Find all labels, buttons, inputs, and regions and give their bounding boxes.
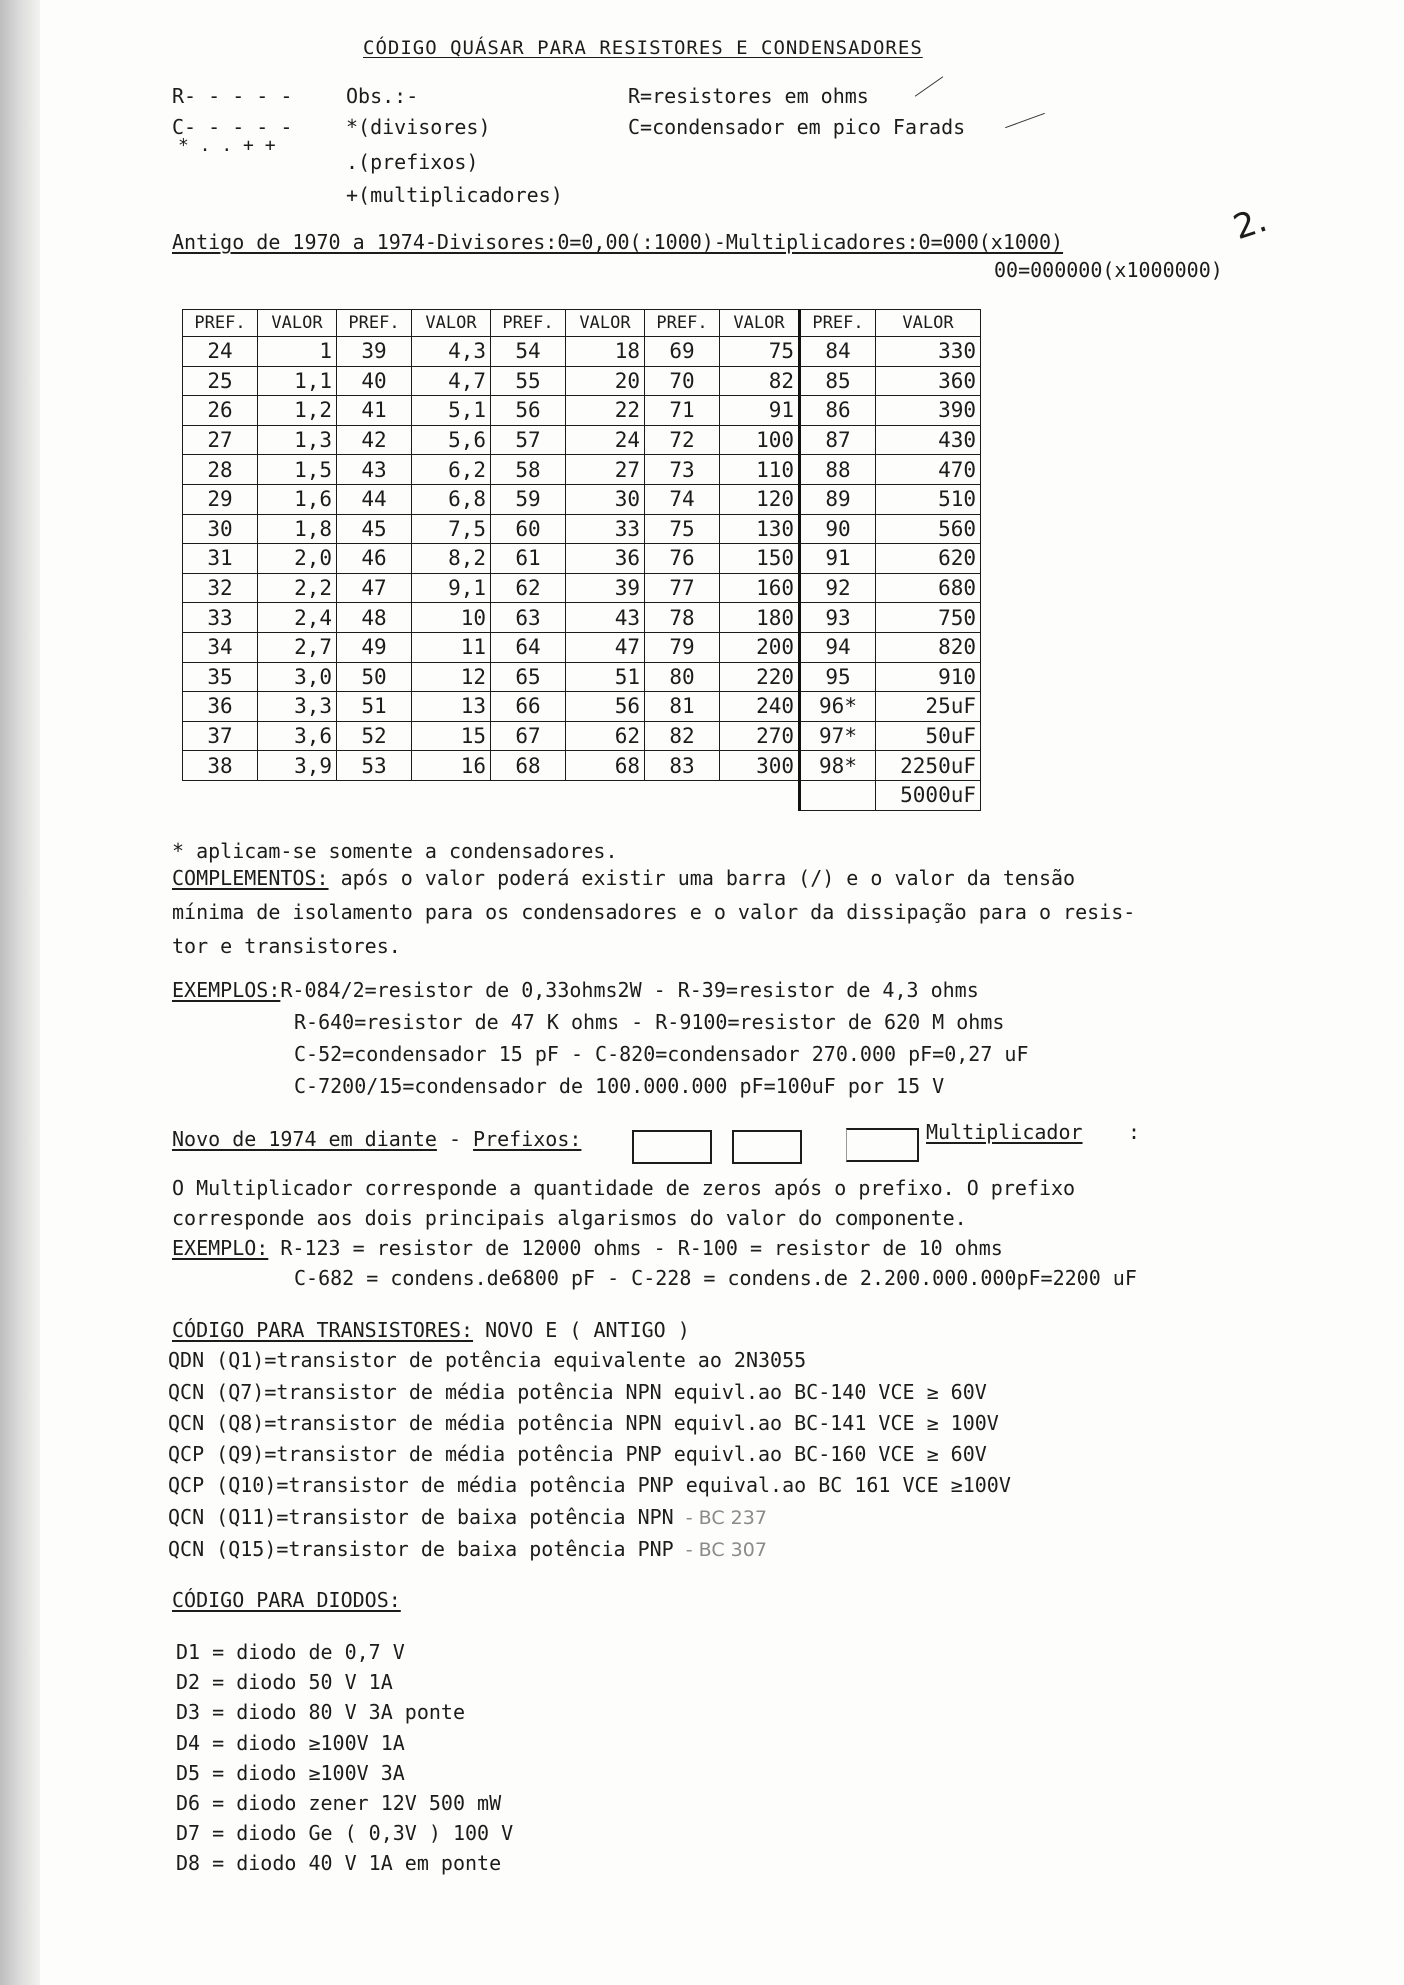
exemplos-line-4: C-7200/15=condensador de 100.000.000 pF=100uF por 15 V <box>294 1074 945 1098</box>
diode-line-6: D6 = diodo zener 12V 500 mW <box>176 1791 502 1815</box>
table-cell-valor: 160 <box>720 573 800 603</box>
obs-item-multiplicadores: +(multiplicadores) <box>346 183 563 207</box>
table-cell-valor: 22 <box>566 396 645 426</box>
legend-resistor-code: R- - - - - <box>172 84 293 108</box>
table-cell-valor: 360 <box>876 366 981 396</box>
legend-r-meaning: R=resistores em ohms <box>628 84 869 108</box>
table-cell-valor: 43 <box>566 603 645 633</box>
diode-line-3: D3 = diodo 80 V 3A ponte <box>176 1700 465 1724</box>
table-cell-pref: 84 <box>800 337 876 367</box>
table-cell-valor: 910 <box>876 662 981 692</box>
table-cell-valor: 110 <box>720 455 800 485</box>
exemplo-text-1: R-123 = resistor de 12000 ohms - R-100 = resistor de 10 ohms <box>268 1236 1003 1260</box>
table-cell-empty <box>645 780 720 810</box>
transistor-line-6-text: QCN (Q11)=transistor de baixa potência NPN <box>168 1505 674 1529</box>
diode-line-2: D2 = diodo 50 V 1A <box>176 1670 393 1694</box>
table-cell-valor: 6,8 <box>412 484 491 514</box>
transistor-line-5: QCP (Q10)=transistor de média potência PNP equival.ao BC 161 VCE ≥100V <box>168 1473 1011 1497</box>
table-cell-valor: 11 <box>412 632 491 662</box>
table-cell-pref: 42 <box>337 425 412 455</box>
table-cell-valor: 62 <box>566 721 645 751</box>
table-cell-valor: 33 <box>566 514 645 544</box>
col-header-valor: VALOR <box>566 310 645 337</box>
new-system-line <box>172 1127 581 1151</box>
table-cell-pref: 38 <box>183 751 258 781</box>
table-cell-empty <box>183 780 258 810</box>
table-row <box>183 425 981 455</box>
table-cell-pref: 86 <box>800 396 876 426</box>
table-cell-pref: 71 <box>645 396 720 426</box>
table-row <box>183 632 981 662</box>
table-cell-empty <box>720 780 800 810</box>
diode-heading: CÓDIGO PARA DIODOS: <box>172 1588 401 1612</box>
transistor-line-6 <box>168 1505 767 1530</box>
table-cell-pref: 78 <box>645 603 720 633</box>
table-cell-pref: 24 <box>183 337 258 367</box>
table-cell-pref: 82 <box>645 721 720 751</box>
table-cell-pref: 48 <box>337 603 412 633</box>
table-cell-pref: 67 <box>491 721 566 751</box>
exemplos-line-1 <box>172 978 979 1002</box>
table-cell-pref: 93 <box>800 603 876 633</box>
table-cell-empty <box>337 780 412 810</box>
table-row <box>183 721 981 751</box>
table-cell-pref: 76 <box>645 544 720 574</box>
table-row <box>183 366 981 396</box>
table-cell-valor: 12 <box>412 662 491 692</box>
new-system-dash: - <box>436 1127 474 1151</box>
table-cell-valor: 680 <box>876 573 981 603</box>
table-cell-valor: 2,0 <box>258 544 337 574</box>
table-cell-valor: 75 <box>720 337 800 367</box>
table-row <box>183 455 981 485</box>
table-cell-pref: 72 <box>645 425 720 455</box>
exemplo-label: EXEMPLO: <box>172 1236 269 1260</box>
table-cell-pref: 98* <box>800 751 876 781</box>
table-cell-valor: 270 <box>720 721 800 751</box>
table-cell-valor: 2,2 <box>258 573 337 603</box>
col-header-valor: VALOR <box>876 310 981 337</box>
table-cell-valor: 47 <box>566 632 645 662</box>
transistor-line-7 <box>168 1537 767 1562</box>
transistor-heading-suffix: NOVO E ( ANTIGO ) <box>473 1318 690 1342</box>
table-cell-pref: 40 <box>337 366 412 396</box>
table-cell-pref: 53 <box>337 751 412 781</box>
table-cell-valor: 20 <box>566 366 645 396</box>
table-cell-empty <box>566 780 645 810</box>
table-cell-valor: 2250uF <box>876 751 981 781</box>
col-header-valor: VALOR <box>412 310 491 337</box>
footnote: * aplicam-se somente a condensadores. <box>172 839 618 863</box>
table-row <box>183 484 981 514</box>
col-header-pref: PREF. <box>337 310 412 337</box>
table-cell-valor: 560 <box>876 514 981 544</box>
table-cell-valor: 4,7 <box>412 366 491 396</box>
col-header-valor: VALOR <box>720 310 800 337</box>
complementos-line-2: mínima de isolamento para os condensadores e o valor da dissipação para o resis- <box>172 900 1136 924</box>
table-cell-valor: 120 <box>720 484 800 514</box>
table-cell-pref: 28 <box>183 455 258 485</box>
table-cell-valor: 1,3 <box>258 425 337 455</box>
table-row <box>183 751 981 781</box>
table-cell-pref: 59 <box>491 484 566 514</box>
table-cell-pref: 49 <box>337 632 412 662</box>
table-cell-pref: 41 <box>337 396 412 426</box>
obs-item-prefixos: .(prefixos) <box>346 150 479 174</box>
old-system-line <box>172 230 1063 254</box>
table-row-extra <box>183 780 981 810</box>
table-cell-pref: 31 <box>183 544 258 574</box>
new-system-text-1: O Multiplicador corresponde a quantidade de zeros após o prefixo. O prefixo <box>172 1176 1076 1200</box>
table-cell-valor: 91 <box>720 396 800 426</box>
table-cell-valor: 16 <box>412 751 491 781</box>
table-cell-empty <box>258 780 337 810</box>
table-cell-pref: 74 <box>645 484 720 514</box>
transistor-heading-label: CÓDIGO PARA TRANSISTORES: <box>172 1318 474 1342</box>
col-header-pref: PREF. <box>183 310 258 337</box>
handwritten-note-bc307: - BC 307 <box>685 1539 767 1561</box>
exemplos-label: EXEMPLOS: <box>172 978 281 1002</box>
table-cell-valor: 3,0 <box>258 662 337 692</box>
table-cell-pref: 33 <box>183 603 258 633</box>
obs-item-divisores: *(divisores) <box>346 115 491 139</box>
table-cell-valor: 2,4 <box>258 603 337 633</box>
table-cell-valor: 50uF <box>876 721 981 751</box>
legend-capacitor-code: C- - - - - <box>172 115 293 139</box>
table-cell-pref: 64 <box>491 632 566 662</box>
table-cell-pref: 81 <box>645 692 720 722</box>
col-header-pref: PREF. <box>645 310 720 337</box>
table-cell-valor: 2,7 <box>258 632 337 662</box>
code-table <box>182 309 981 811</box>
table-row <box>183 662 981 692</box>
table-cell-pref: 63 <box>491 603 566 633</box>
table-cell-pref: 61 <box>491 544 566 574</box>
exemplos-line-3: C-52=condensador 15 pF - C-820=condensador 270.000 pF=0,27 uF <box>294 1042 1029 1066</box>
prefix-box-2 <box>732 1130 802 1164</box>
old-system-dates: Antigo de 1970 a 1974-Divisores:0=0,00(:1000)-Multiplicadores:0=000(x1000) <box>172 230 1064 254</box>
transistor-line-7-text: QCN (Q15)=transistor de baixa potência PNP <box>168 1537 674 1561</box>
table-cell-pref: 39 <box>337 337 412 367</box>
table-cell-pref: 32 <box>183 573 258 603</box>
table-cell-pref: 26 <box>183 396 258 426</box>
table-cell-pref: 87 <box>800 425 876 455</box>
table-cell-pref: 52 <box>337 721 412 751</box>
table-cell-valor: 180 <box>720 603 800 633</box>
table-cell-pref: 51 <box>337 692 412 722</box>
table-cell-valor: 3,9 <box>258 751 337 781</box>
col-header-pref: PREF. <box>491 310 566 337</box>
table-cell-pref: 73 <box>645 455 720 485</box>
table-cell-valor: 620 <box>876 544 981 574</box>
table-row <box>183 514 981 544</box>
diode-line-8: D8 = diodo 40 V 1A em ponte <box>176 1851 502 1875</box>
table-cell-pref: 58 <box>491 455 566 485</box>
table-cell-pref: 94 <box>800 632 876 662</box>
table-cell-valor: 100 <box>720 425 800 455</box>
table-cell-valor: 510 <box>876 484 981 514</box>
table-cell-pref: 77 <box>645 573 720 603</box>
prefix-box-1 <box>632 1130 712 1164</box>
exemplos-line-2: R-640=resistor de 47 K ohms - R-9100=resistor de 620 M ohms <box>294 1010 1005 1034</box>
table-cell-valor: 5,6 <box>412 425 491 455</box>
table-cell-pref: 92 <box>800 573 876 603</box>
pencil-tick <box>1005 113 1045 128</box>
table-cell-pref: 46 <box>337 544 412 574</box>
table-cell-pref: 85 <box>800 366 876 396</box>
table-cell-valor: 1,8 <box>258 514 337 544</box>
table-cell-valor: 1,6 <box>258 484 337 514</box>
table-cell-pref: 97* <box>800 721 876 751</box>
table-cell-valor: 10 <box>412 603 491 633</box>
table-cell-pref: 25 <box>183 366 258 396</box>
table-cell-empty <box>800 780 876 810</box>
handwritten-note-bc237: - BC 237 <box>685 1507 767 1529</box>
exemplos-text-1: R-084/2=resistor de 0,33ohms2W - R-39=resistor de 4,3 ohms <box>280 978 979 1002</box>
table-cell-pref: 34 <box>183 632 258 662</box>
table-cell-valor: 39 <box>566 573 645 603</box>
table-cell-valor: 150 <box>720 544 800 574</box>
diode-line-1: D1 = diodo de 0,7 V <box>176 1640 405 1664</box>
pencil-tick <box>915 76 943 96</box>
diode-line-7: D7 = diodo Ge ( 0,3V ) 100 V <box>176 1821 514 1845</box>
table-cell-pref: 88 <box>800 455 876 485</box>
table-cell-pref: 54 <box>491 337 566 367</box>
table-cell-valor: 24 <box>566 425 645 455</box>
table-cell-valor: 390 <box>876 396 981 426</box>
table-cell-pref: 75 <box>645 514 720 544</box>
table-row <box>183 337 981 367</box>
col-header-valor: VALOR <box>258 310 337 337</box>
table-cell-valor: 220 <box>720 662 800 692</box>
transistor-line-4: QCP (Q9)=transistor de média potência PNP equivl.ao BC-160 VCE ≥ 60V <box>168 1442 987 1466</box>
table-cell-pref: 29 <box>183 484 258 514</box>
page-title: CÓDIGO QUÁSAR PARA RESISTORES E CONDENSADORES <box>363 37 923 59</box>
table-cell-valor: 240 <box>720 692 800 722</box>
table-row <box>183 396 981 426</box>
table-cell-pref: 30 <box>183 514 258 544</box>
transistor-line-3: QCN (Q8)=transistor de média potência NPN equivl.ao BC-141 VCE ≥ 100V <box>168 1411 999 1435</box>
table-cell-pref: 45 <box>337 514 412 544</box>
table-cell-valor: 82 <box>720 366 800 396</box>
table-cell-pref: 56 <box>491 396 566 426</box>
prefixos-label: Prefixos: <box>473 1127 582 1151</box>
complementos-label: COMPLEMENTOS: <box>172 866 329 890</box>
table-cell-valor: 1,1 <box>258 366 337 396</box>
table-cell-pref: 36 <box>183 692 258 722</box>
page-number-mark: 2. <box>1228 199 1272 249</box>
table-cell-empty <box>412 780 491 810</box>
table-cell-pref: 50 <box>337 662 412 692</box>
table-cell-pref: 44 <box>337 484 412 514</box>
table-cell-valor: 3,6 <box>258 721 337 751</box>
table-cell-pref: 35 <box>183 662 258 692</box>
table-cell-pref: 90 <box>800 514 876 544</box>
new-system-text-2: corresponde aos dois principais algarismos do valor do componente. <box>172 1206 967 1230</box>
table-cell-pref: 27 <box>183 425 258 455</box>
table-cell-valor: 200 <box>720 632 800 662</box>
legend-c-meaning: C=condensador em pico Farads <box>628 115 966 139</box>
table-cell-valor: 25uF <box>876 692 981 722</box>
diode-line-4: D4 = diodo ≥100V 1A <box>176 1731 405 1755</box>
table-cell-valor: 30 <box>566 484 645 514</box>
table-cell-pref: 47 <box>337 573 412 603</box>
table-cell-valor: 7,5 <box>412 514 491 544</box>
table-cell-valor: 9,1 <box>412 573 491 603</box>
table-cell-valor: 4,3 <box>412 337 491 367</box>
table-cell-valor: 36 <box>566 544 645 574</box>
multiplicador-label: Multiplicador <box>926 1120 1083 1144</box>
table-row <box>183 603 981 633</box>
table-body <box>183 337 981 811</box>
new-system-example-1 <box>172 1236 1003 1260</box>
table-cell-valor: 5,1 <box>412 396 491 426</box>
table-cell-pref: 60 <box>491 514 566 544</box>
old-system-multiplier: 00=000000(x1000000) <box>994 258 1223 282</box>
transistor-line-1: QDN (Q1)=transistor de potência equivalente ao 2N3055 <box>168 1348 807 1372</box>
table-cell-valor: 470 <box>876 455 981 485</box>
table-header-row <box>183 310 981 337</box>
table-row <box>183 573 981 603</box>
col-header-pref: PREF. <box>800 310 876 337</box>
table-cell-valor: 51 <box>566 662 645 692</box>
table-cell-valor: 68 <box>566 751 645 781</box>
complementos-line-3: tor e transistores. <box>172 934 401 958</box>
transistor-heading <box>172 1318 690 1342</box>
table-cell-pref: 83 <box>645 751 720 781</box>
legend-symbols: * . . + + <box>178 135 276 156</box>
table-cell-pref: 68 <box>491 751 566 781</box>
table-cell-pref: 65 <box>491 662 566 692</box>
table-cell-pref: 43 <box>337 455 412 485</box>
table-cell-valor: 1,5 <box>258 455 337 485</box>
table-cell-valor: 56 <box>566 692 645 722</box>
table-cell-pref: 79 <box>645 632 720 662</box>
table-cell-valor: 13 <box>412 692 491 722</box>
table-cell-valor: 820 <box>876 632 981 662</box>
table-cell-pref: 70 <box>645 366 720 396</box>
table-cell-valor: 15 <box>412 721 491 751</box>
table-cell-pref: 95 <box>800 662 876 692</box>
complementos-text-1: após o valor poderá existir uma barra (/) e o valor da tensão <box>328 866 1076 890</box>
table-cell-pref: 37 <box>183 721 258 751</box>
table-cell-pref: 69 <box>645 337 720 367</box>
table-row <box>183 544 981 574</box>
table-cell-valor: 5000uF <box>876 780 981 810</box>
new-system-example-2: C-682 = condens.de6800 pF - C-228 = condens.de 2.200.000.000pF=2200 uF <box>294 1266 1137 1290</box>
table-cell-valor: 1 <box>258 337 337 367</box>
table-cell-valor: 3,3 <box>258 692 337 722</box>
table-cell-pref: 80 <box>645 662 720 692</box>
table-cell-valor: 27 <box>566 455 645 485</box>
table-row <box>183 692 981 722</box>
table-cell-valor: 300 <box>720 751 800 781</box>
multiplier-box <box>846 1128 919 1162</box>
table-cell-valor: 130 <box>720 514 800 544</box>
multiplicador-colon: : <box>1128 1120 1141 1144</box>
transistor-line-2: QCN (Q7)=transistor de média potência NPN equivl.ao BC-140 VCE ≥ 60V <box>168 1380 987 1404</box>
table-cell-valor: 750 <box>876 603 981 633</box>
table-cell-pref: 96* <box>800 692 876 722</box>
table-cell-valor: 8,2 <box>412 544 491 574</box>
new-system-label: Novo de 1974 em diante <box>172 1127 437 1151</box>
table-cell-valor: 330 <box>876 337 981 367</box>
table-cell-pref: 91 <box>800 544 876 574</box>
table-cell-pref: 62 <box>491 573 566 603</box>
complementos-line-1 <box>172 866 1075 890</box>
table-cell-valor: 18 <box>566 337 645 367</box>
table-cell-empty <box>491 780 566 810</box>
table-cell-pref: 55 <box>491 366 566 396</box>
table-cell-valor: 6,2 <box>412 455 491 485</box>
table-cell-pref: 57 <box>491 425 566 455</box>
table-cell-pref: 66 <box>491 692 566 722</box>
table-cell-valor: 1,2 <box>258 396 337 426</box>
table-cell-valor: 430 <box>876 425 981 455</box>
table-cell-pref: 89 <box>800 484 876 514</box>
diode-line-5: D5 = diodo ≥100V 3A <box>176 1761 405 1785</box>
obs-title: Obs.:- <box>346 84 419 108</box>
